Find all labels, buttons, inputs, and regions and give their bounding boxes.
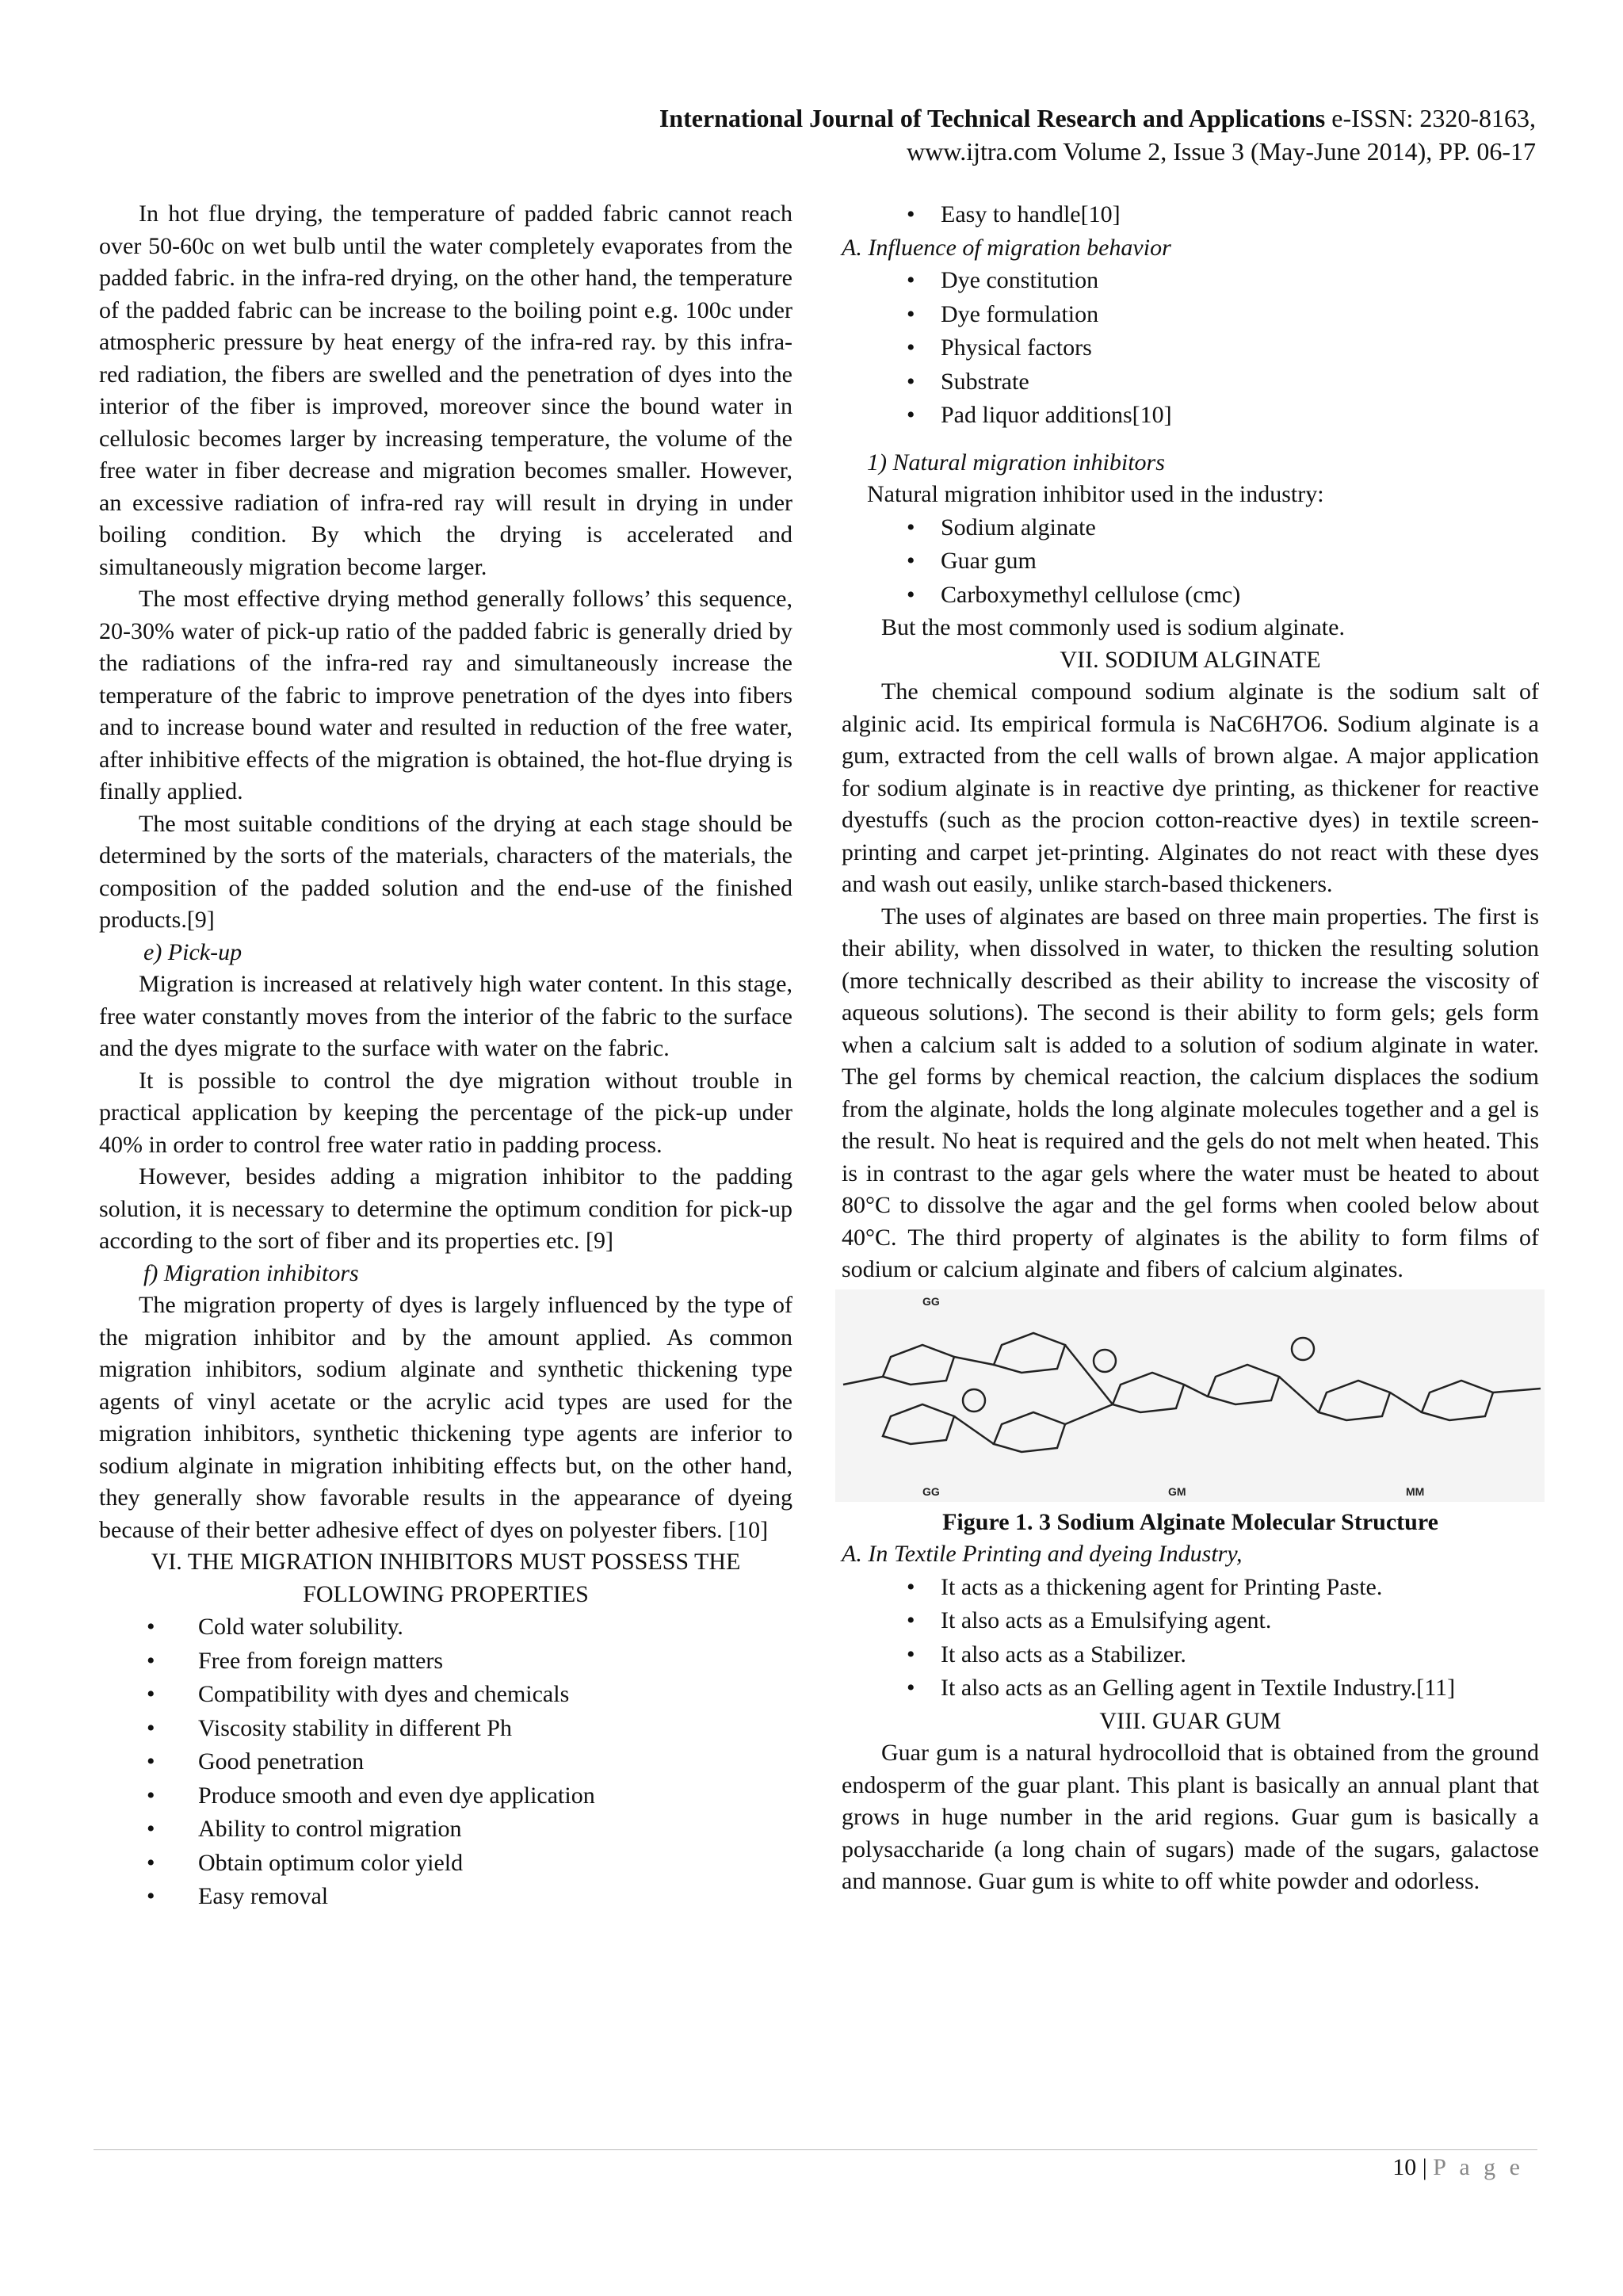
ring [1422, 1381, 1493, 1420]
header-line-1 [659, 101, 1536, 135]
list-item: • It also acts as an Gelling agent in Textile Industry.[11] [842, 1671, 1539, 1706]
figure-label: GM [1168, 1484, 1186, 1498]
subsection-heading: A. In Textile Printing and dyeing Industry, [842, 1541, 1243, 1567]
ring [1208, 1365, 1279, 1404]
figure-caption: Figure 1. 3 Sodium Alginate Molecular Structure [942, 1508, 1438, 1535]
page-number: 10 [1392, 2154, 1417, 2180]
calcium-ion [1094, 1350, 1116, 1372]
subsection-heading: 1) Natural migration inhibitors [867, 449, 1165, 476]
figure-label: GG [922, 1294, 940, 1308]
list-item: • It also acts as a Stabilizer. [842, 1638, 1539, 1672]
ring [994, 1412, 1065, 1452]
page-label: P a g e [1433, 2154, 1524, 2180]
bullet-list [842, 198, 1539, 232]
paragraph: The most suitable conditions of the drying at each stage should be determined by the sorts of the materials, characters of the materials, the composition of the padded solution and the end-use of the finished products.[9] [99, 810, 792, 933]
list-item: • Guar gum [842, 544, 1539, 579]
list-item: • Dye constitution [842, 264, 1539, 298]
text-line: But the most commonly used is sodium alginate. [881, 614, 1345, 640]
list-item: • Physical factors [842, 331, 1539, 365]
bullet-list [842, 1571, 1539, 1706]
list-item: • Produce smooth and even dye application [99, 1779, 792, 1813]
molecular-structure-figure [835, 1289, 1545, 1502]
list-item: • Easy to handle[10] [842, 198, 1539, 232]
subsection-heading: e) Pick-up [143, 938, 242, 965]
paragraph: However, besides adding a migration inhibitor to the padding solution, it is necessary to determine the optimum condition for pick-up according to the sort of fiber and its properties etc. [9] [99, 1163, 792, 1254]
subsection-heading: A. Influence of migration behavior [842, 234, 1171, 261]
list-item: • Pad liquor additions[10] [842, 399, 1539, 433]
ring [1113, 1373, 1184, 1412]
paragraph: The chemical compound sodium alginate is the sodium salt of alginic acid. Its empirical formula is NaC6H7O6. Sodium alginate is a gum, extracted from the cell walls of brown algae. A major application for sodium alginate is in reactive dye printing, as thickener for reactive dyestuffs (such as the procion cotton-reactive dyes) in textile screen-printing and carpet jet-printing. Alginates do not react with these dyes and wash out easily, unlike starch-based thickeners. [842, 678, 1539, 897]
ring [883, 1404, 954, 1444]
list-item: • It also acts as a Emulsifying agent. [842, 1604, 1539, 1638]
figure-label: MM [1406, 1484, 1425, 1498]
paragraph: The uses of alginates are based on three main properties. The first is their ability, when dissolved in water, to thicken the resulting solution (more technically described as their ability to increase the viscosity of aqueous solutions). The second is their ability to form gels; gels form when a calcium salt is added to a solution of sodium alginate in water. The gel forms by chemical reaction, the calcium displaces the sodium from the alginate, holds the long alginate molecules together and a gel is the result. No heat is required and the gels do not melt when heated. This is in contrast to the agar gels where the water must be heated to about 80°C to dissolve the agar and the gel forms when cooled below about 40°C. The third property of alginates is the ability to form films of sodium or calcium alginate and fibers of calcium alginates. [842, 903, 1539, 1282]
list-item: • Substrate [842, 365, 1539, 399]
list-item: • Easy removal [99, 1880, 792, 1914]
segment-labels [922, 1295, 1424, 1498]
ring-bonds [843, 1333, 1541, 1452]
list-item: • Compatibility with dyes and chemicals [99, 1678, 792, 1712]
paragraph: Migration is increased at relatively high water content. In this stage, free water constantly moves from the interior of the fabric to the surface and the dyes migrate to the surface with water on the fabric. [99, 971, 792, 1061]
paragraph: It is possible to control the dye migration without trouble in practical application by keeping the percentage of the pick-up under 40% in order to control free water ratio in padding process. [99, 1067, 792, 1158]
right-column [842, 198, 1539, 1898]
left-column [99, 198, 792, 1914]
alginate-structure-diagram [835, 1289, 1545, 1502]
section-heading: VII. SODIUM ALGINATE [1060, 646, 1321, 673]
list-item: • Dye formulation [842, 298, 1539, 332]
text-line: Natural migration inhibitor used in the industry: [867, 481, 1324, 507]
subsection-heading: f) Migration inhibitors [143, 1259, 359, 1286]
ring [883, 1345, 954, 1385]
issn: e-ISSN: 2320-8163, [1325, 104, 1536, 132]
section-heading: VI. THE MIGRATION INHIBITORS MUST POSSESS THE FOLLOWING PROPERTIES [151, 1549, 741, 1607]
list-item: • Good penetration [99, 1745, 792, 1779]
figure-label: GG [922, 1484, 940, 1498]
chain-links [843, 1345, 1541, 1444]
bullet-list [842, 511, 1539, 613]
page-footer [1392, 2154, 1524, 2181]
bullet-list [99, 1610, 792, 1914]
section-heading: VIII. GUAR GUM [1099, 1707, 1281, 1734]
list-item: • Free from foreign matters [99, 1645, 792, 1679]
paragraph: The most effective drying method generally follows’ this sequence, 20-30% water of pick-up ratio of the padded fabric is generally dried by the radiations of the infra-red ray and simultaneously increase the temperature of the fabric to improve penetration of the dyes into fibers and to increase bound water and resulted in reduction of the free water, after inhibitive effects of the migration is obtained, the hot-flue drying is finally applied. [99, 586, 792, 804]
list-item: • It acts as a thickening agent for Printing Paste. [842, 1571, 1539, 1605]
list-item: • Carboxymethyl cellulose (cmc) [842, 579, 1539, 613]
paragraph: The migration property of dyes is largely influenced by the type of the migration inhibitor and by the amount applied. As common migration inhibitors, sodium alginate and synthetic thickening type agents of vinyl acetate or the acrylic acid types are used for the migration inhibitors, synthetic thickening type agents are inferior to sodium alginate in migration inhibiting effects but, on the other hand, they generally show favorable results in the appearance of dyeing because of their better adhesive effect of dyes on polyester fibers. [10] [99, 1292, 792, 1543]
list-item: • Obtain optimum color yield [99, 1847, 792, 1881]
paragraph: Guar gum is a natural hydrocolloid that is obtained from the ground endosperm of the guar plant. This plant is basically an annual plant that grows in huge number in the arid regions. Guar gum is basically a polysaccharide (a long chain of sugars) made of the sugars, galactose and mannose. Guar gum is white to off white powder and odorless. [842, 1740, 1539, 1894]
paragraph: In hot flue drying, the temperature of padded fabric cannot reach over 50-60c on wet bulb until the water completely evaporates from the padded fabric. in the infra-red drying, on the other hand, the temperature of the padded fabric can be increase to the boiling point e.g. 100c under atmospheric pressure by heat energy of the infra-red ray. by this infra-red radiation, the fibers are swelled and the penetration of dyes into the interior of the fiber is improved, moreover since the bound water in cellulosic becomes larger by increasing temperature, the volume of the free water in fiber decrease and migration becomes smaller. However, an excessive radiation of infra-red ray will result in drying in under boiling condition. By which the drying is accelerated and simultaneously migration become larger. [99, 201, 792, 580]
calcium-ion [1292, 1338, 1314, 1360]
header-line-2: www.ijtra.com Volume 2, Issue 3 (May-June 2014), PP. 06-17 [906, 137, 1536, 166]
list-item: • Sodium alginate [842, 511, 1539, 545]
list-item: • Viscosity stability in different Ph [99, 1712, 792, 1746]
ring [994, 1333, 1065, 1373]
footer-rule [94, 2149, 1537, 2150]
page-header [659, 101, 1536, 168]
journal-title: International Journal of Technical Research and Applications [659, 104, 1326, 132]
calcium-ion [963, 1389, 985, 1412]
list-item: • Cold water solubility. [99, 1610, 792, 1645]
page-separator: | [1416, 2154, 1434, 2180]
ring [1319, 1381, 1390, 1420]
bullet-list [842, 264, 1539, 433]
list-item: • Ability to control migration [99, 1813, 792, 1847]
